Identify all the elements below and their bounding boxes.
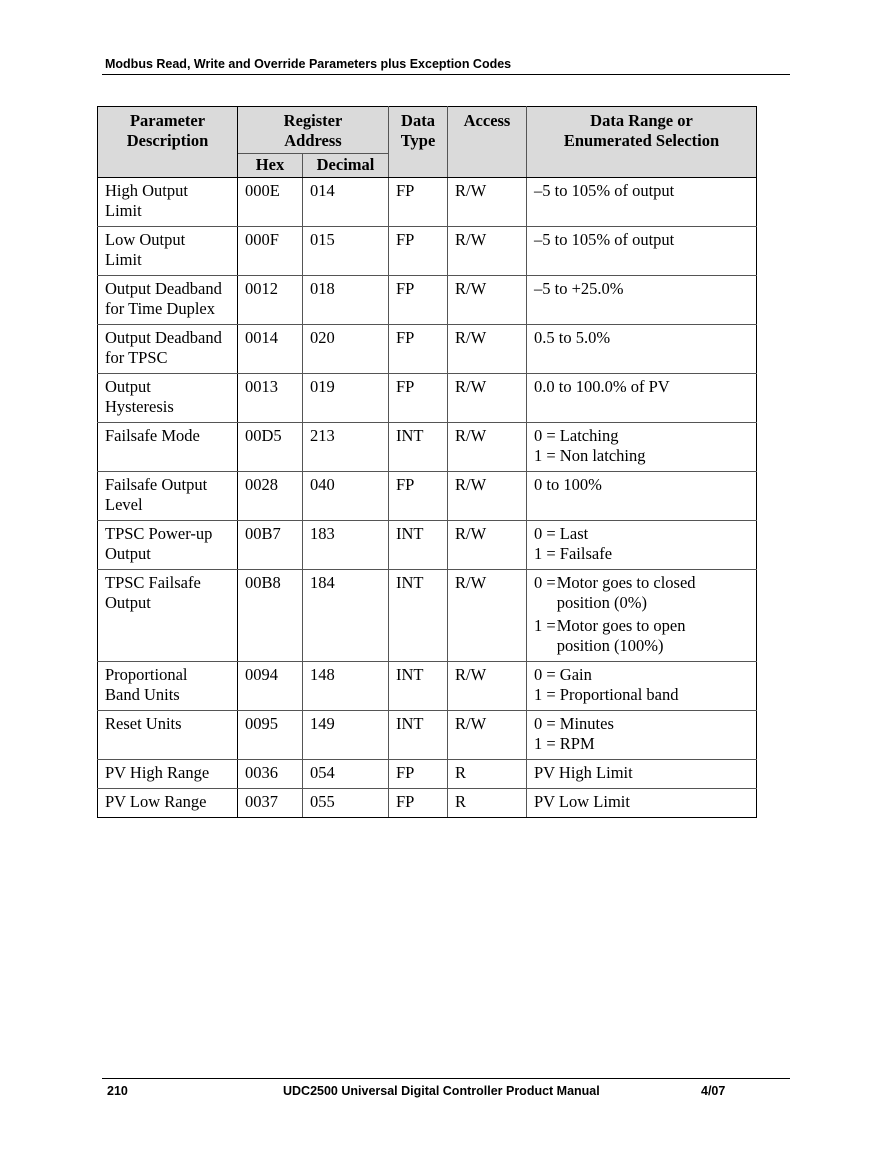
description-line: Band Units — [105, 685, 180, 704]
header-line: Enumerated Selection — [563, 131, 720, 150]
cell-access: R/W — [448, 423, 527, 472]
range-line: 1 = Non latching — [534, 446, 646, 465]
cell-decimal: 019 — [303, 374, 389, 423]
cell-access: R/W — [448, 325, 527, 374]
cell-access: R — [448, 789, 527, 818]
cell-data-range — [527, 472, 757, 521]
enum-value-line: Motor goes to open — [556, 616, 686, 635]
range-line: 0 to 100% — [534, 475, 602, 494]
description-line: Output Deadband — [105, 328, 222, 347]
cell-hex: 0014 — [238, 325, 303, 374]
cell-parameter-description — [98, 789, 238, 818]
table-row — [98, 374, 757, 423]
cell-access: R/W — [448, 521, 527, 570]
cell-access: R/W — [448, 570, 527, 662]
revision-date: 4/07 — [701, 1084, 726, 1098]
enum-option — [534, 616, 749, 656]
header-line: Data Range or — [590, 111, 693, 130]
range-line: –5 to +25.0% — [534, 279, 624, 298]
description-line: High Output — [105, 181, 188, 200]
enum-key: 1 = — [534, 616, 556, 635]
header-line: Type — [400, 131, 436, 150]
header-line: Address — [284, 131, 342, 150]
cell-data-range — [527, 789, 757, 818]
table-row — [98, 711, 757, 760]
cell-decimal: 015 — [303, 227, 389, 276]
cell-data-type: FP — [389, 374, 448, 423]
cell-decimal: 149 — [303, 711, 389, 760]
enum-key: 0 = — [534, 573, 556, 592]
cell-access: R — [448, 760, 527, 789]
enum-option — [534, 573, 749, 613]
cell-data-type: FP — [389, 178, 448, 227]
range-line: 1 = RPM — [534, 734, 595, 753]
cell-decimal: 148 — [303, 662, 389, 711]
header-parameter-description — [98, 107, 238, 178]
cell-data-range — [527, 711, 757, 760]
cell-decimal: 184 — [303, 570, 389, 662]
description-line: PV High Range — [105, 763, 210, 782]
range-line: PV High Limit — [534, 763, 633, 782]
cell-decimal: 055 — [303, 789, 389, 818]
cell-parameter-description — [98, 178, 238, 227]
cell-access: R/W — [448, 276, 527, 325]
header-hex: Hex — [238, 154, 303, 178]
description-line: Output — [105, 377, 151, 396]
table-row — [98, 227, 757, 276]
footer-rule — [102, 1078, 790, 1079]
cell-access: R/W — [448, 472, 527, 521]
table-body — [98, 178, 757, 818]
cell-hex: 0013 — [238, 374, 303, 423]
cell-decimal: 014 — [303, 178, 389, 227]
cell-data-type: FP — [389, 760, 448, 789]
table-row — [98, 325, 757, 374]
description-line: Limit — [105, 250, 142, 269]
range-line: –5 to 105% of output — [534, 181, 675, 200]
range-line: 0 = Last — [534, 524, 589, 543]
cell-hex: 000E — [238, 178, 303, 227]
page-number: 210 — [107, 1084, 128, 1098]
header-register-address — [238, 107, 389, 154]
description-line: Output — [105, 544, 151, 563]
cell-data-range — [527, 521, 757, 570]
cell-hex: 00B8 — [238, 570, 303, 662]
table-row — [98, 276, 757, 325]
description-line: Hysteresis — [105, 397, 174, 416]
range-line: PV Low Limit — [534, 792, 630, 811]
cell-hex: 0037 — [238, 789, 303, 818]
cell-data-range — [527, 423, 757, 472]
cell-data-type: FP — [389, 472, 448, 521]
table-row — [98, 472, 757, 521]
description-line: Proportional — [105, 665, 188, 684]
manual-title: UDC2500 Universal Digital Controller Product Manual — [283, 1084, 600, 1098]
cell-data-type: FP — [389, 325, 448, 374]
header-line: Register — [283, 111, 343, 130]
cell-parameter-description — [98, 521, 238, 570]
description-line: Low Output — [105, 230, 186, 249]
table-row — [98, 760, 757, 789]
cell-decimal: 020 — [303, 325, 389, 374]
description-line: Output — [105, 593, 151, 612]
header-decimal: Decimal — [303, 154, 389, 178]
cell-data-range — [527, 760, 757, 789]
cell-data-range — [527, 276, 757, 325]
cell-decimal: 018 — [303, 276, 389, 325]
enum-value — [556, 616, 749, 656]
cell-data-type: FP — [389, 789, 448, 818]
description-line: TPSC Failsafe — [105, 573, 201, 592]
table-row — [98, 521, 757, 570]
header-data-type — [389, 107, 448, 178]
range-line: 0.5 to 5.0% — [534, 328, 611, 347]
cell-decimal: 054 — [303, 760, 389, 789]
running-header: Modbus Read, Write and Override Parameters plus Exception Codes — [105, 57, 512, 71]
header-line: Description — [126, 131, 209, 150]
range-line: 0 = Latching — [534, 426, 619, 445]
cell-hex: 0036 — [238, 760, 303, 789]
table-row — [98, 789, 757, 818]
cell-decimal: 183 — [303, 521, 389, 570]
header-rule — [102, 74, 790, 75]
cell-data-type: INT — [389, 570, 448, 662]
description-line: Level — [105, 495, 143, 514]
cell-decimal: 213 — [303, 423, 389, 472]
cell-data-range — [527, 374, 757, 423]
range-line: 0.0 to 100.0% of PV — [534, 377, 670, 396]
description-line: Failsafe Mode — [105, 426, 200, 445]
cell-decimal: 040 — [303, 472, 389, 521]
modbus-parameter-table — [97, 106, 757, 818]
header-line: Parameter — [129, 111, 206, 130]
enum-value-line: position (0%) — [556, 593, 647, 612]
description-line: Failsafe Output — [105, 475, 208, 494]
cell-data-type: INT — [389, 423, 448, 472]
description-line: for Time Duplex — [105, 299, 216, 318]
header-line: Data — [401, 111, 435, 130]
cell-data-type: FP — [389, 276, 448, 325]
enum-value — [556, 573, 749, 613]
cell-parameter-description — [98, 711, 238, 760]
header-line: Access — [463, 111, 511, 130]
description-line: Limit — [105, 201, 142, 220]
cell-data-range — [527, 662, 757, 711]
cell-hex: 0095 — [238, 711, 303, 760]
cell-data-range — [527, 178, 757, 227]
range-line: 1 = Proportional band — [534, 685, 679, 704]
cell-hex: 0012 — [238, 276, 303, 325]
cell-hex: 00D5 — [238, 423, 303, 472]
header-access — [448, 107, 527, 178]
table-row — [98, 423, 757, 472]
cell-data-type: INT — [389, 662, 448, 711]
description-line: Reset Units — [105, 714, 182, 733]
cell-access: R/W — [448, 711, 527, 760]
description-line: TPSC Power-up — [105, 524, 213, 543]
table-row — [98, 178, 757, 227]
cell-access: R/W — [448, 374, 527, 423]
cell-access: R/W — [448, 662, 527, 711]
cell-parameter-description — [98, 662, 238, 711]
cell-data-type: FP — [389, 227, 448, 276]
cell-data-type: INT — [389, 521, 448, 570]
cell-hex: 0028 — [238, 472, 303, 521]
description-line: Output Deadband — [105, 279, 222, 298]
range-line: –5 to 105% of output — [534, 230, 675, 249]
range-line: 1 = Failsafe — [534, 544, 613, 563]
cell-access: R/W — [448, 178, 527, 227]
cell-access: R/W — [448, 227, 527, 276]
description-line: PV Low Range — [105, 792, 207, 811]
cell-hex: 0094 — [238, 662, 303, 711]
cell-data-range — [527, 325, 757, 374]
cell-parameter-description — [98, 760, 238, 789]
cell-parameter-description — [98, 227, 238, 276]
cell-data-range — [527, 227, 757, 276]
cell-data-type: INT — [389, 711, 448, 760]
range-line: 0 = Minutes — [534, 714, 614, 733]
cell-hex: 000F — [238, 227, 303, 276]
range-line: 0 = Gain — [534, 665, 592, 684]
description-line: for TPSC — [105, 348, 168, 367]
enum-value-line: position (100%) — [556, 636, 664, 655]
table-row — [98, 662, 757, 711]
enum-value-line: Motor goes to closed — [556, 573, 696, 592]
cell-parameter-description — [98, 325, 238, 374]
table-row — [98, 570, 757, 662]
cell-data-range — [527, 570, 757, 662]
cell-parameter-description — [98, 276, 238, 325]
cell-parameter-description — [98, 472, 238, 521]
cell-parameter-description — [98, 423, 238, 472]
cell-parameter-description — [98, 570, 238, 662]
cell-hex: 00B7 — [238, 521, 303, 570]
cell-parameter-description — [98, 374, 238, 423]
header-data-range — [527, 107, 757, 178]
